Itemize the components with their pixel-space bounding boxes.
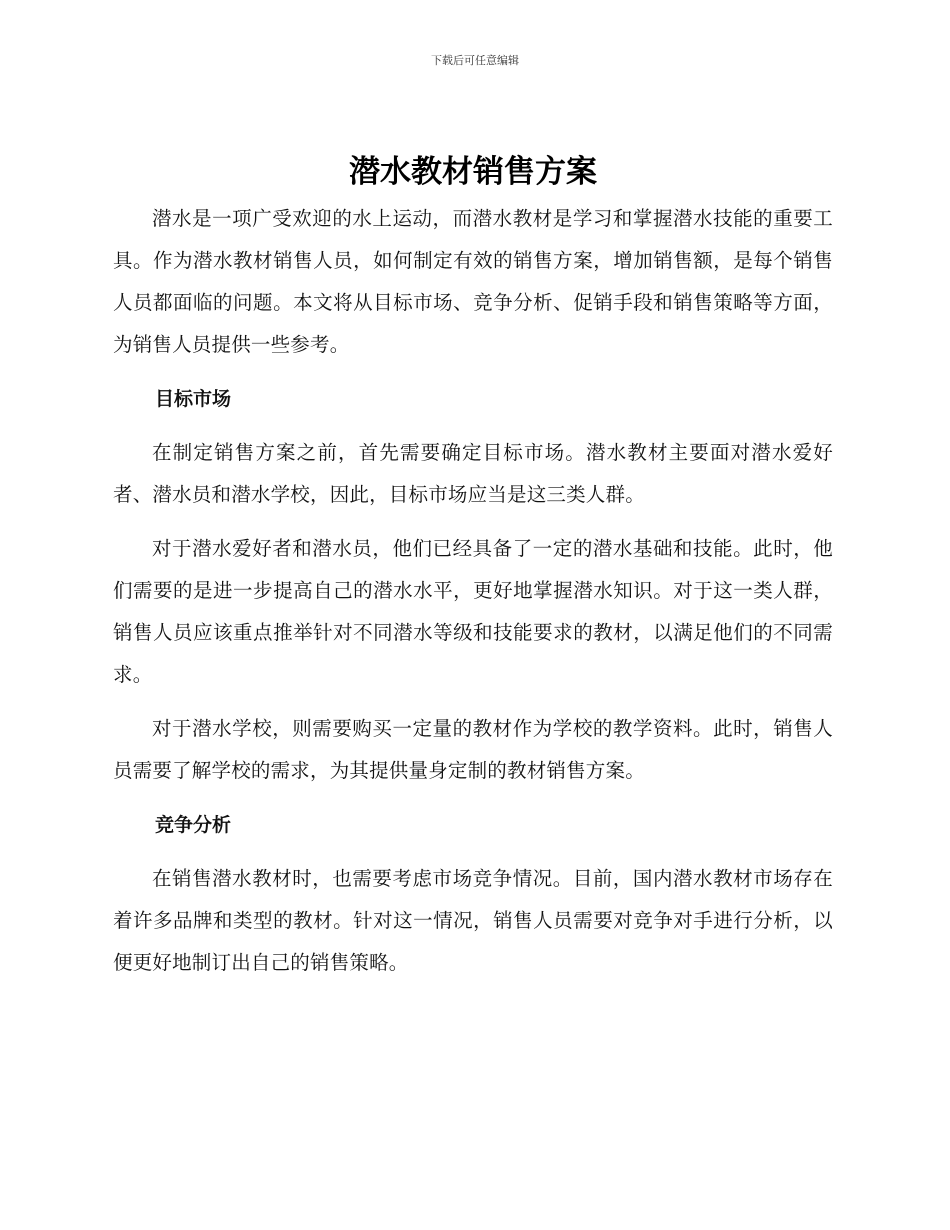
document-title: 潜水教材销售方案 bbox=[349, 154, 597, 190]
header-note: 下载后可任意编辑 bbox=[431, 54, 519, 67]
paragraph: 在销售潜水教材时，也需要考虑市场竞争情况。目前，国内潜水教材市场存在着许多品牌和类型的教材。针对这一情况，销售人员需要对竞争对手进行分析，以便更好地制订出自己的销售策略。 bbox=[113, 867, 833, 974]
intro-paragraph: 潜水是一项广受欢迎的水上运动，而潜水教材是学习和掌握潜水技能的重要工具。作为潜水教材销售人员，如何制定有效的销售方案，增加销售额，是每个销售人员都面临的问题。本文将从目标市场、竞争分析、促销手段和销售策略等方面，为销售人员提供一些参考。 bbox=[113, 207, 833, 356]
document-body bbox=[113, 150, 833, 984]
spacer bbox=[113, 792, 833, 804]
section-heading-target-market: 目标市场 bbox=[155, 388, 232, 410]
spacer bbox=[113, 366, 833, 378]
section-heading-competition-analysis: 竞争分析 bbox=[155, 814, 232, 836]
spacer bbox=[113, 516, 833, 528]
paragraph: 在制定销售方案之前，首先需要确定目标市场。潜水教材主要面对潜水爱好者、潜水员和潜水学校，因此，目标市场应当是这三类人群。 bbox=[113, 441, 833, 506]
spacer bbox=[113, 696, 833, 708]
paragraph: 对于潜水爱好者和潜水员，他们已经具备了一定的潜水基础和技能。此时，他们需要的是进一步提高自己的潜水水平，更好地掌握潜水知识。对于这一类人群，销售人员应该重点推举针对不同潜水等级和技能要求的教材，以满足他们的不同需求。 bbox=[113, 537, 833, 686]
paragraph: 对于潜水学校，则需要购买一定量的教材作为学校的教学资料。此时，销售人员需要了解学校的需求，为其提供量身定制的教材销售方案。 bbox=[113, 717, 833, 782]
spacer bbox=[113, 846, 833, 858]
spacer bbox=[113, 420, 833, 432]
